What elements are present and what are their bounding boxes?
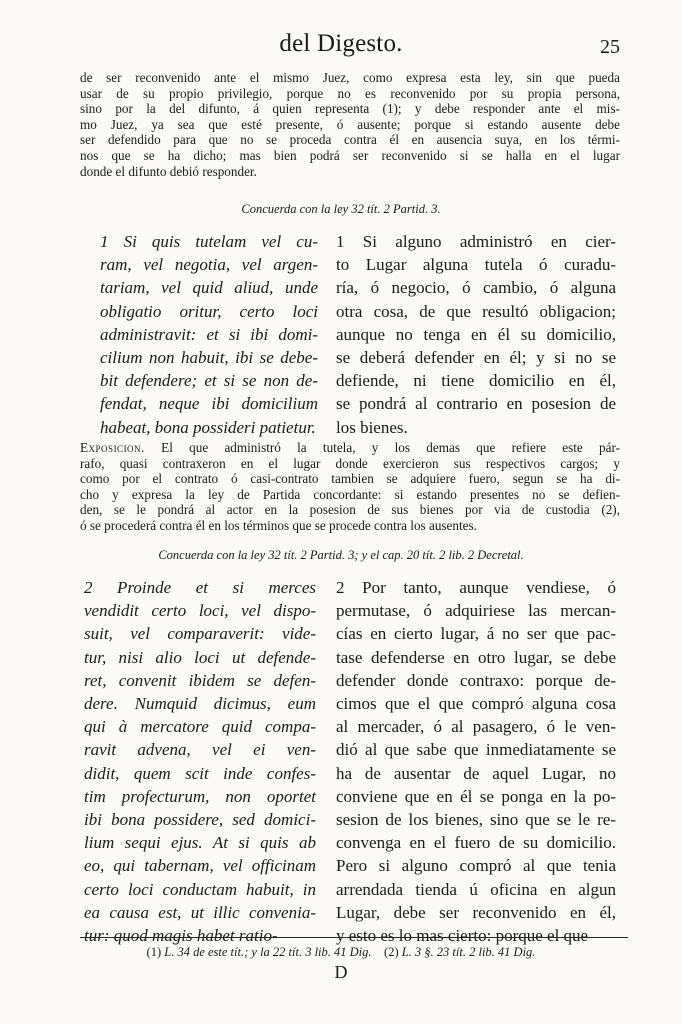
intro-line: mo Juez, ya sea que esté presente, ó ausente; porque si estando ausente debe — [80, 116, 620, 132]
footnote-2-mark: (2) — [384, 945, 399, 959]
intro-line: de ser reconvenido ante el mismo Juez, como expresa esta ley, sin que pueda — [80, 70, 620, 85]
intro-line: usar de su propio privilegio, porque no es reconvenido por su propia persona, — [80, 85, 620, 101]
latin-text-line: 2 Proinde et si merces — [84, 578, 316, 597]
spanish-text-line: sesion de los bienes, sino que se le re- — [336, 810, 616, 830]
exposicion-first-line-text: El que administró la tutela, y los demas que refiere este pár- — [144, 440, 620, 455]
spanish-text-line: aunque no tenga en él su domicilio, — [336, 324, 616, 344]
concordance-note-2: Concuerda con la ley 32 tít. 2 Partid. 3; y el cap. 20 tít. 2 lib. 2 Decretal. — [158, 548, 524, 562]
latin-text-line: ram, vel negotia, vel argen- — [100, 255, 318, 275]
signature-mark: D — [334, 962, 348, 982]
exposicion-line: cho y expresa la ley de Partida concordante: si estando presentes no se defien- — [80, 486, 620, 502]
intro-line: donde el difunto debió responder. — [80, 163, 257, 179]
latin-text-line: tim profecturum, non oportet — [84, 786, 316, 806]
concordance-note-1: Concuerda con la ley 32 tít. 2 Partid. 3. — [241, 202, 441, 216]
spanish-column-section-2 — [336, 576, 616, 947]
spanish-text-line: ha de ausentar de aquel Lugar, no — [336, 763, 616, 783]
spanish-text-line: ría, ó negocio, ó cambio, ó alguna — [336, 278, 616, 298]
latin-text-line: certo loci conductam habuit, in — [84, 879, 316, 899]
exposicion-line: como por el contrato ó casi-contrato tambien se adquiere fuero, segun se ha di- — [80, 471, 620, 487]
spanish-text-line: dió al que sabe que inmediatamente se — [336, 740, 616, 760]
latin-column-section-1 — [100, 230, 318, 439]
spanish-text-line: 2 Por tanto, aunque vendiese, ó — [336, 578, 616, 597]
page-number: 25 — [600, 36, 620, 58]
spanish-text-line: 1 Si alguno administró en cier- — [336, 232, 616, 251]
spanish-text-line: defiende, ni tiene domicilio en él, — [336, 371, 616, 391]
latin-text-line: qui à mercatore quid compa- — [84, 717, 316, 737]
intro-line: nos que se ha dicho; mas bien podrá ser reconvenido si se halla en el lugar — [80, 147, 620, 163]
latin-text-line: lium sequi ejus. At si quis ab — [84, 833, 316, 853]
spanish-text-line: Lugar, debe ser reconvenido en él, — [336, 902, 616, 922]
spanish-column-section-1 — [336, 230, 616, 439]
exposicion-line: ó se procederá contra él en los términos que se procede contra los ausentes. — [80, 517, 477, 533]
latin-column-section-2 — [84, 576, 316, 947]
latin-text-line: dere. Numquid dicimus, eum — [84, 694, 316, 714]
spanish-text-line: arrendada tienda ú oficina en algun — [336, 879, 616, 899]
latin-text-line: ea causa est, ut illic convenia- — [84, 902, 316, 922]
footnotes — [0, 945, 682, 960]
footnote-1-mark: (1) — [146, 945, 162, 959]
latin-text-line: bit defendere; et si se non de- — [100, 371, 318, 391]
latin-text-line: obligatio oritur, certo loci — [100, 301, 318, 321]
latin-text-line: ravit advena, vel ei ven- — [84, 740, 316, 760]
spanish-text-line: cías en cierto lugar, á no ser que pac- — [336, 624, 616, 644]
spanish-text-line: conviene que en él se ponga en la po- — [336, 786, 616, 806]
latin-text-line: cilium non habuit, ibi se debe- — [100, 348, 318, 368]
spanish-text-line: Pero si alguno compró al que tenia — [336, 856, 616, 876]
latin-text-line: didit, quem scit inde confes- — [84, 763, 316, 783]
spanish-text-line: al mercader, ó al pasagero, ó le ven- — [336, 717, 616, 737]
latin-text-line: administravit: et si ibi domi- — [100, 324, 318, 344]
running-title: del Digesto. — [279, 30, 403, 57]
latin-text-line: suit, vel comparaverit: vide- — [84, 624, 316, 644]
exposicion-paragraph — [80, 440, 620, 534]
latin-text-line: 1 Si quis tutelam vel cu- — [100, 232, 318, 251]
footnote-2-text: L. 3 §. 23 tít. 2 lib. 41 Dig. — [401, 945, 536, 959]
latin-text-line: fendat, neque ibi domicilium — [100, 394, 318, 414]
spanish-text-line: permutase, ó adquiriese las mercan- — [336, 601, 616, 621]
spanish-text-line: cimos que el que compró alguna cosa — [336, 694, 616, 714]
spanish-text-line: tase defenderse en otro lugar, se debe — [336, 647, 616, 667]
spanish-text-line: y esto es lo mas cierto: porque el que — [336, 926, 589, 946]
intro-line: ser defendido para que no se proceda contra él en ausencia suya, en los térmi- — [80, 132, 620, 148]
running-head — [0, 30, 682, 64]
footnote-1-text: L. 34 de este tít.; y la 22 tít. 3 lib. 41 Dig. — [164, 945, 372, 959]
latin-text-line: vendidit certo loci, vel dispo- — [84, 601, 316, 621]
latin-text-line: ret, convenit ibidem se defen- — [84, 670, 316, 690]
exposicion-first-line — [80, 440, 620, 456]
exposicion-label: Exposicion. — [80, 440, 145, 455]
latin-text-line: tariam, vel quid aliud, unde — [100, 278, 318, 298]
latin-text-line: tur: quod magis habet ratio- — [84, 926, 278, 946]
spanish-text-line: convenga en el fuero de su domicilio. — [336, 833, 616, 853]
latin-text-line: habeat, bona possideri patietur. — [100, 417, 316, 437]
intro-paragraph — [80, 70, 620, 179]
latin-text-line: tur, nisi alio loci ut defende- — [84, 647, 316, 667]
exposicion-line: den, se le pondrá al actor en la posesion de sus bienes por via de custodia (2), — [80, 502, 620, 518]
intro-line: sino por la del difunto, á quien representa (1); y debe responder ante el mis- — [80, 101, 620, 117]
spanish-text-line: se pondrá al contrario en posesion de — [336, 394, 616, 414]
spanish-text-line: los bienes. — [336, 417, 408, 437]
spanish-text-line: se deberá defender en él; y si no se — [336, 348, 616, 368]
spanish-text-line: otra cosa, de que resultó obligacion; — [336, 301, 616, 321]
spanish-text-line: to Lugar alguna tutela ó curadu- — [336, 255, 616, 275]
latin-text-line: ibi bona possidere, sed domici- — [84, 810, 316, 830]
exposicion-line: rafo, quasi contraxeron en el lugar donde exercieron sus respectivos cargos; y — [80, 455, 620, 471]
spanish-text-line: defender donde contraxo: porque de- — [336, 670, 616, 690]
latin-text-line: eo, qui tabernam, vel officinam — [84, 856, 316, 876]
footnote-rule — [80, 937, 628, 938]
